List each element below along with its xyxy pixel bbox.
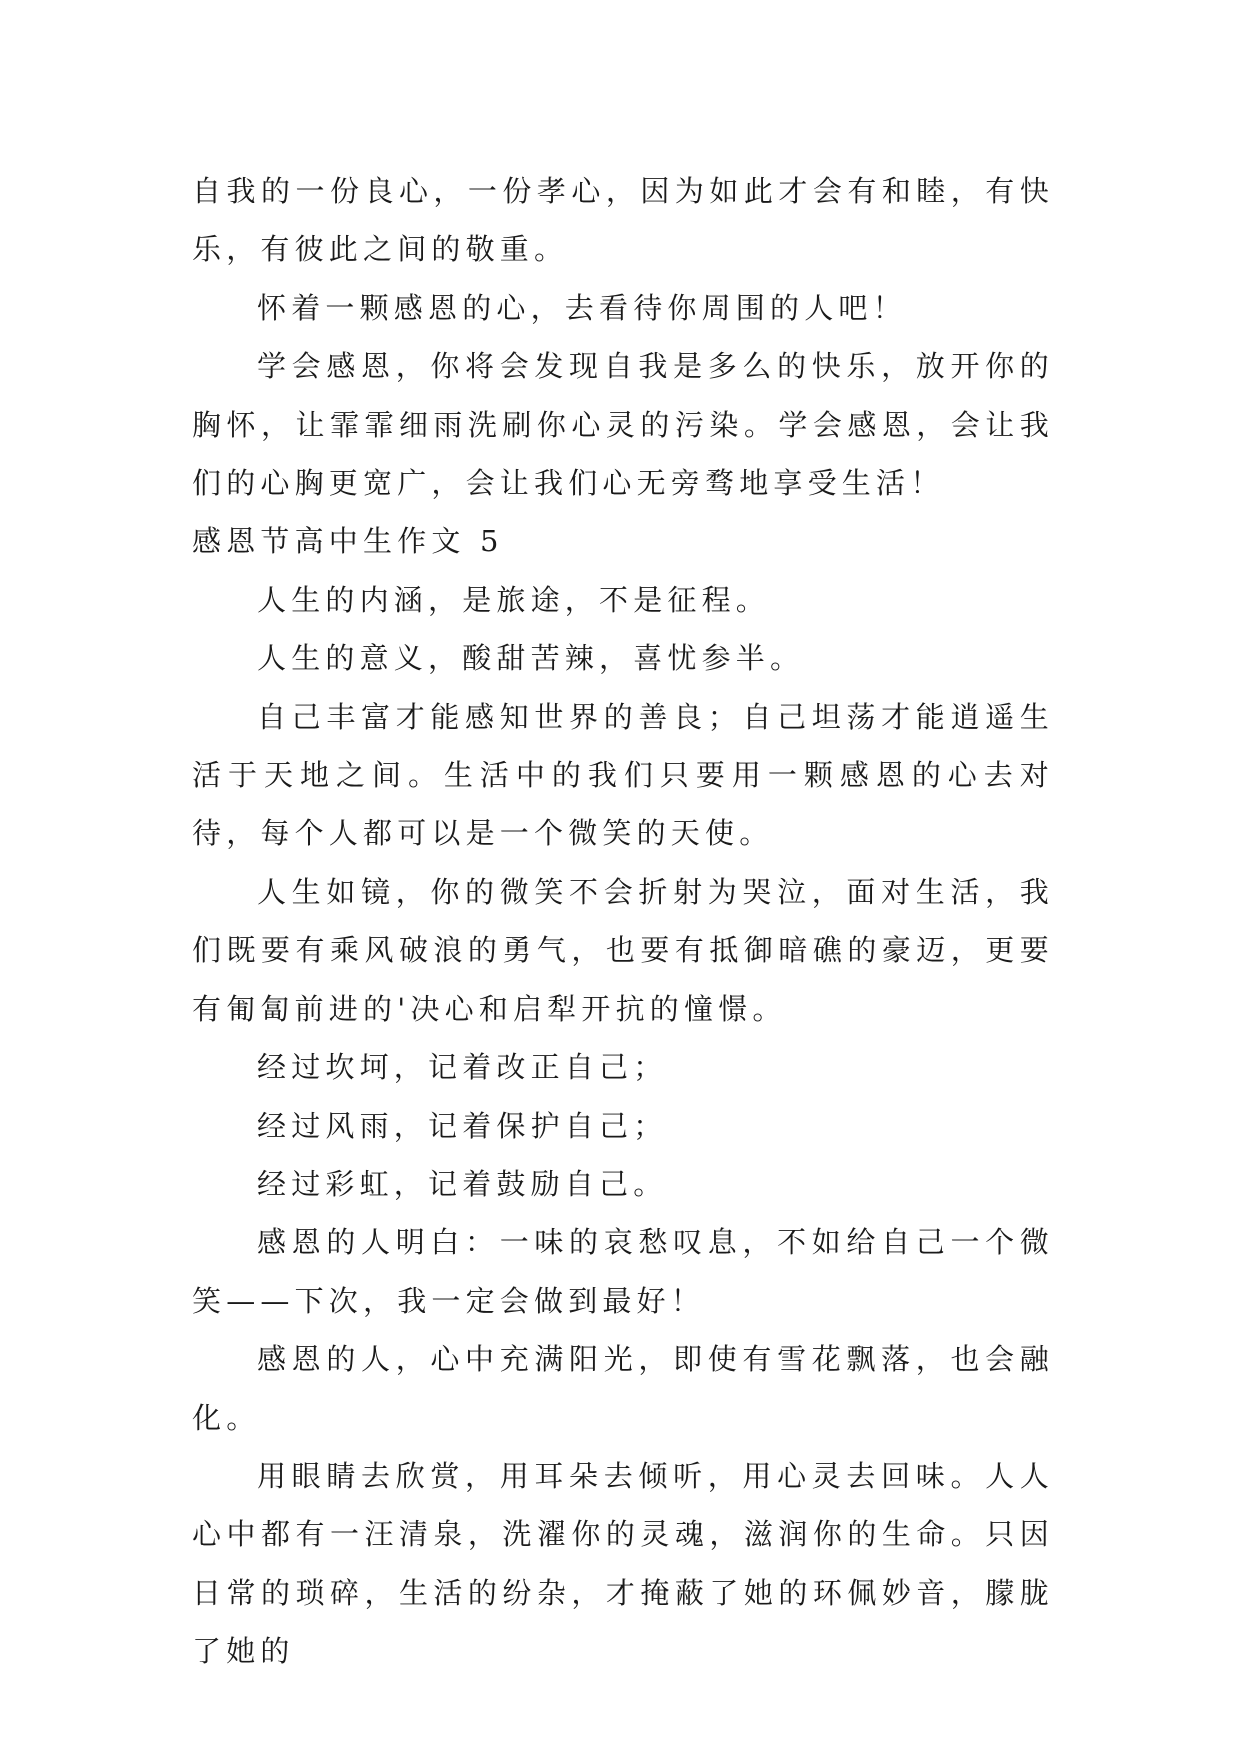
- paragraph: 经过彩虹，记着鼓励自己。: [257, 1166, 668, 1201]
- paragraph: 人生的意义，酸甜苦辣，喜忧参半。: [257, 641, 805, 676]
- document-page: [192, 162, 1054, 1681]
- paragraph: 学会感恩，你将会发现自我是多么的快乐，放开你的胸怀，让霏霏细雨洗刷你心灵的污染。学会感恩，会让我们的心胸更宽广，会让我们心无旁骛地享受生活！: [192, 349, 1054, 501]
- paragraph: 感恩的人明白：一味的哀愁叹息，不如给自己一个微笑——下次，我一定会做到最好！: [192, 1225, 1054, 1318]
- paragraph: 用眼睛去欣赏，用耳朵去倾听，用心灵去回味。人人心中都有一汪清泉，洗濯你的灵魂，滋润你的生命。只因日常的琐碎，生活的纷杂，才掩蔽了她的环佩妙音，朦胧了她的: [192, 1458, 1054, 1669]
- paragraph: 人生的内涵，是旅途，不是征程。: [257, 582, 771, 617]
- paragraph: 经过风雨，记着保护自己；: [257, 1108, 668, 1143]
- paragraph: 怀着一颗感恩的心，去看待你周围的人吧！: [257, 290, 907, 325]
- paragraph: 自己丰富才能感知世界的善良；自己坦荡才能逍遥生活于天地之间。生活中的我们只要用一颗感恩的心去对待，每个人都可以是一个微笑的天使。: [192, 699, 1054, 851]
- paragraph: 感恩的人，心中充满阳光，即使有雪花飘落，也会融化。: [192, 1342, 1054, 1435]
- paragraph: 人生如镜，你的微笑不会折射为哭泣，面对生活，我们既要有乘风破浪的勇气，也要有抵御暗礁的豪迈，更要有匍匐前进的'决心和启犁开抗的憧憬。: [192, 874, 1054, 1026]
- paragraph: 经过坎坷，记着改正自己；: [257, 1050, 668, 1085]
- section-heading: 感恩节高中生作文 5: [192, 524, 504, 559]
- paragraph-continued: 自我的一份良心，一份孝心，因为如此才会有和睦，有快乐，有彼此之间的敬重。: [192, 174, 1054, 267]
